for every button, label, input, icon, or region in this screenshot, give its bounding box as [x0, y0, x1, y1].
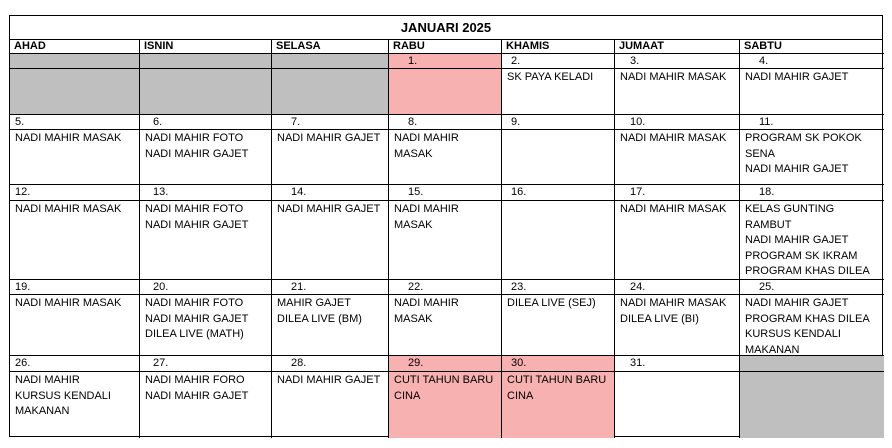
day-events-cell: [272, 201, 389, 280]
day-events-cell: [615, 201, 740, 280]
event-text: NADI MAHIR: [394, 297, 459, 309]
day-number-cell: [502, 115, 615, 130]
event-text: MASAK: [394, 147, 433, 160]
day-number: 14.: [291, 186, 307, 198]
day-number: 22.: [408, 281, 424, 293]
day-number-cell: [10, 54, 140, 69]
day-number-cell: [140, 115, 272, 130]
event-text: NADI MAHIR MASAK: [620, 71, 727, 83]
day-events-cell: [615, 69, 740, 115]
day-header-khamis: KHAMIS: [502, 39, 615, 54]
day-number-cell: [615, 115, 740, 130]
day-events-cell: [140, 201, 272, 280]
day-number-cell: [272, 115, 389, 130]
event-text: MAKANAN: [745, 343, 800, 356]
day-number-cell: [502, 185, 615, 201]
day-events-cell: [10, 201, 140, 280]
day-number: 6.: [153, 116, 163, 128]
day-number-cell: [615, 185, 740, 201]
event-text: KURSUS KENDALI: [745, 328, 841, 340]
day-number: 16.: [511, 186, 527, 198]
day-number-cell: [502, 54, 615, 69]
day-number-cell: [272, 185, 389, 201]
event-text: NADI MAHIR GAJET: [277, 374, 381, 386]
event-text: NADI MAHIR FOTO: [145, 132, 244, 144]
day-number: 20.: [153, 281, 169, 293]
day-events-cell: [389, 201, 502, 280]
event-text: NADI MAHIR FOTO: [145, 297, 244, 309]
event-text: MAHIR GAJET: [277, 297, 351, 309]
day-events-cell: [140, 295, 272, 356]
day-events-cell: [740, 295, 884, 356]
day-events-cell: [740, 69, 884, 115]
day-number-cell: [140, 280, 272, 295]
day-number: 13.: [153, 186, 169, 198]
event-text: PROGRAM SK POKOK: [745, 132, 862, 144]
event-text: NADI MAHIR MASAK: [15, 297, 122, 309]
day-number: 2.: [511, 55, 521, 67]
day-number: 10.: [630, 116, 646, 128]
event-text: KURSUS KENDALI: [15, 389, 111, 402]
day-events-cell: [502, 295, 615, 356]
day-number-cell: [10, 356, 140, 372]
event-text: NADI MAHIR GAJET: [145, 147, 249, 160]
day-header-selasa: SELASA: [272, 39, 389, 54]
day-number: 21.: [291, 281, 307, 293]
event-text: NADI MAHIR: [394, 132, 459, 144]
event-text: CINA: [394, 389, 421, 402]
day-events-cell: [10, 372, 140, 438]
day-number-cell: [140, 54, 272, 69]
day-number-cell: [389, 54, 502, 69]
day-events-cell: [389, 130, 502, 185]
event-text: DILEA LIVE (SEJ): [507, 297, 596, 309]
event-text: MAKANAN: [15, 405, 70, 417]
calendar-title: JANUARI 2025: [10, 16, 882, 40]
day-number: 23.: [511, 281, 527, 293]
day-number-cell: [502, 356, 615, 372]
day-number: 7.: [291, 116, 301, 128]
day-number-cell: [140, 185, 272, 201]
day-events-cell: [740, 201, 884, 280]
day-number: 11.: [759, 116, 774, 128]
day-header-sabtu: SABTU: [740, 39, 884, 54]
day-number-cell: [272, 54, 389, 69]
day-events-cell: [502, 130, 615, 185]
event-text: NADI MAHIR MASAK: [620, 132, 727, 144]
day-events-cell: [272, 69, 389, 115]
day-number: 15.: [408, 186, 424, 198]
event-text: PROGRAM KHAS DILEA: [745, 265, 870, 277]
day-events-cell: [272, 372, 389, 438]
event-text: NADI MAHIR FOTO: [145, 203, 244, 215]
event-text: DILEA LIVE (MATH): [145, 328, 244, 340]
day-events-cell: [389, 372, 502, 438]
event-text: NADI MAHIR MASAK: [15, 203, 122, 215]
event-text: NADI MAHIR GAJET: [145, 312, 249, 325]
event-text: NADI MAHIR MASAK: [620, 203, 727, 215]
event-text: MASAK: [394, 218, 433, 231]
day-number: 4.: [759, 55, 769, 67]
day-number: 30.: [511, 357, 527, 369]
day-number-cell: [389, 115, 502, 130]
day-number-cell: [740, 54, 884, 69]
day-number-cell: [10, 115, 140, 130]
day-number-cell: [10, 280, 140, 295]
event-text: NADI MAHIR GAJET: [277, 132, 381, 144]
day-number-cell: [740, 356, 884, 372]
day-number: 26.: [15, 357, 31, 369]
event-text: CUTI TAHUN BARU: [394, 374, 494, 386]
event-text: NADI MAHIR GAJET: [277, 203, 381, 215]
day-events-cell: [140, 372, 272, 438]
day-number-cell: [389, 356, 502, 372]
event-text: NADI MAHIR MASAK: [15, 132, 122, 144]
day-header-ahad: AHAD: [10, 39, 140, 54]
day-events-cell: [140, 69, 272, 115]
day-number: 1.: [408, 55, 418, 67]
day-events-cell: [272, 130, 389, 185]
day-number: 9.: [511, 116, 521, 128]
event-text: CUTI TAHUN BARU: [507, 374, 607, 386]
day-events-cell: [615, 130, 740, 185]
day-events-cell: [740, 130, 884, 185]
event-text: DILEA LIVE (BI): [620, 312, 699, 325]
event-text: SENA: [745, 147, 775, 160]
event-text: CINA: [507, 389, 534, 402]
event-text: NADI MAHIR: [394, 203, 459, 215]
day-number-cell: [740, 280, 884, 295]
day-header-isnin: ISNIN: [140, 39, 272, 54]
day-number-cell: [615, 54, 740, 69]
day-events-cell: [140, 130, 272, 185]
event-text: NADI MAHIR: [15, 374, 80, 386]
day-events-cell: [615, 295, 740, 356]
day-number: 29.: [408, 357, 424, 369]
day-number: 8.: [408, 116, 418, 128]
day-events-cell: [389, 295, 502, 356]
day-number-cell: [272, 356, 389, 372]
day-number: 27.: [153, 357, 169, 369]
day-number-cell: [389, 185, 502, 201]
day-number-cell: [615, 356, 740, 372]
day-number: 17.: [630, 186, 646, 198]
calendar-table: [9, 15, 883, 437]
event-text: NADI MAHIR GAJET: [145, 389, 249, 402]
day-header-rabu: RABU: [389, 39, 502, 54]
day-events-cell: [10, 130, 140, 185]
event-text: NADI MAHIR FORO: [145, 374, 245, 386]
day-events-cell: [272, 295, 389, 356]
day-number: 5.: [15, 116, 25, 128]
day-number-cell: [740, 115, 884, 130]
event-text: DILEA LIVE (BM): [277, 312, 362, 325]
event-text: MASAK: [394, 312, 433, 325]
day-number: 24.: [630, 281, 646, 293]
day-events-cell: [740, 372, 884, 438]
day-number-cell: [502, 280, 615, 295]
day-number-cell: [615, 280, 740, 295]
day-number: 12.: [15, 186, 31, 198]
day-number-cell: [740, 185, 884, 201]
day-events-cell: [502, 201, 615, 280]
day-number-cell: [389, 280, 502, 295]
day-number-cell: [10, 185, 140, 201]
event-text: NADI MAHIR GAJET: [745, 163, 849, 175]
day-number-cell: [140, 356, 272, 372]
day-number-cell: [272, 280, 389, 295]
day-number: 3.: [630, 55, 640, 67]
day-events-cell: [389, 69, 502, 115]
day-number: 28.: [291, 357, 307, 369]
day-events-cell: [10, 69, 140, 115]
event-text: NADI MAHIR MASAK: [620, 297, 727, 309]
day-number: 31.: [630, 357, 646, 369]
event-text: PROGRAM KHAS DILEA: [745, 312, 870, 325]
event-text: KELAS GUNTING: [745, 203, 835, 215]
event-text: NADI MAHIR GAJET: [745, 297, 849, 309]
day-events-cell: [502, 69, 615, 115]
day-events-cell: [615, 372, 740, 438]
event-text: NADI MAHIR GAJET: [745, 71, 849, 83]
day-events-cell: [502, 372, 615, 438]
day-number: 19.: [15, 281, 31, 293]
event-text: NADI MAHIR GAJET: [745, 234, 849, 246]
event-text: PROGRAM SK IKRAM: [745, 249, 858, 262]
event-text: RAMBUT: [745, 218, 792, 231]
day-header-jumaat: JUMAAT: [615, 39, 740, 54]
day-number: 18.: [759, 186, 775, 198]
day-events-cell: [10, 295, 140, 356]
day-number: 25.: [759, 281, 775, 293]
event-text: SK PAYA KELADI: [507, 71, 594, 83]
event-text: NADI MAHIR GAJET: [145, 218, 249, 231]
